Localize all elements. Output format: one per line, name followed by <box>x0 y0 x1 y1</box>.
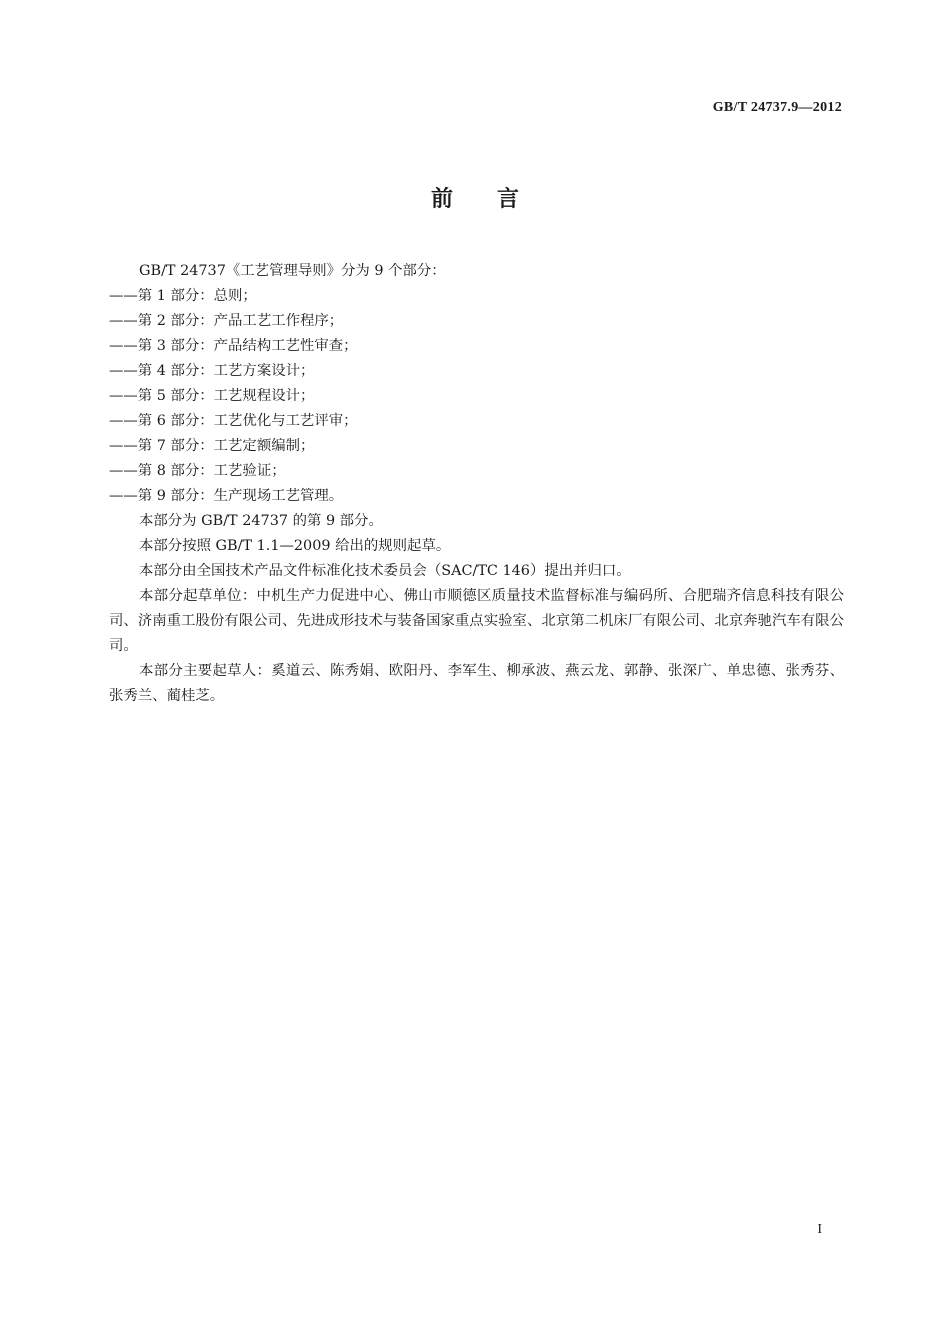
drafting-organizations: 本部分起草单位：中机生产力促进中心、佛山市顺德区质量技术监督标准与编码所、合肥瑞齐信息科技有限公司、济南重工股份有限公司、先进成形技术与装备国家重点实验室、北京第二机床厂有限公司、北京奔驰汽车有限公司。 <box>109 588 844 654</box>
drafting-rules: 本部分按照 GB/T 1.1—2009 给出的规则起草。 <box>139 538 451 554</box>
list-item: ——第 9 部分：生产现场工艺管理。 <box>109 488 344 504</box>
list-item: ——第 3 部分：产品结构工艺性审查； <box>109 338 358 354</box>
drafters: 本部分主要起草人：奚道云、陈秀娟、欧阳丹、李军生、柳承波、燕云龙、郭静、张深广、单忠德、张秀芬、张秀兰、蔺桂芝。 <box>109 663 844 704</box>
part-statement: 本部分为 GB/T 24737 的第 9 部分。 <box>139 513 383 529</box>
list-item: ——第 8 部分：工艺验证； <box>109 463 286 479</box>
list-item: ——第 1 部分：总则； <box>109 288 257 304</box>
foreword-body <box>109 259 844 709</box>
standard-number: GB/T 24737.9—2012 <box>712 100 842 115</box>
parts-list <box>109 284 844 509</box>
page-number: I <box>817 1222 822 1237</box>
proposer-statement: 本部分由全国技术产品文件标准化技术委员会（SAC/TC 146）提出并归口。 <box>139 563 631 579</box>
page-title: 前言 <box>430 187 563 212</box>
list-item: ——第 5 部分：工艺规程设计； <box>109 388 315 404</box>
list-item: ——第 4 部分：工艺方案设计； <box>109 363 315 379</box>
list-item: ——第 6 部分：工艺优化与工艺评审； <box>109 413 358 429</box>
list-item: ——第 7 部分：工艺定额编制； <box>109 438 315 454</box>
list-item: ——第 2 部分：产品工艺工作程序； <box>109 313 344 329</box>
intro-paragraph: GB/T 24737《工艺管理导则》分为 9 个部分： <box>139 263 446 279</box>
